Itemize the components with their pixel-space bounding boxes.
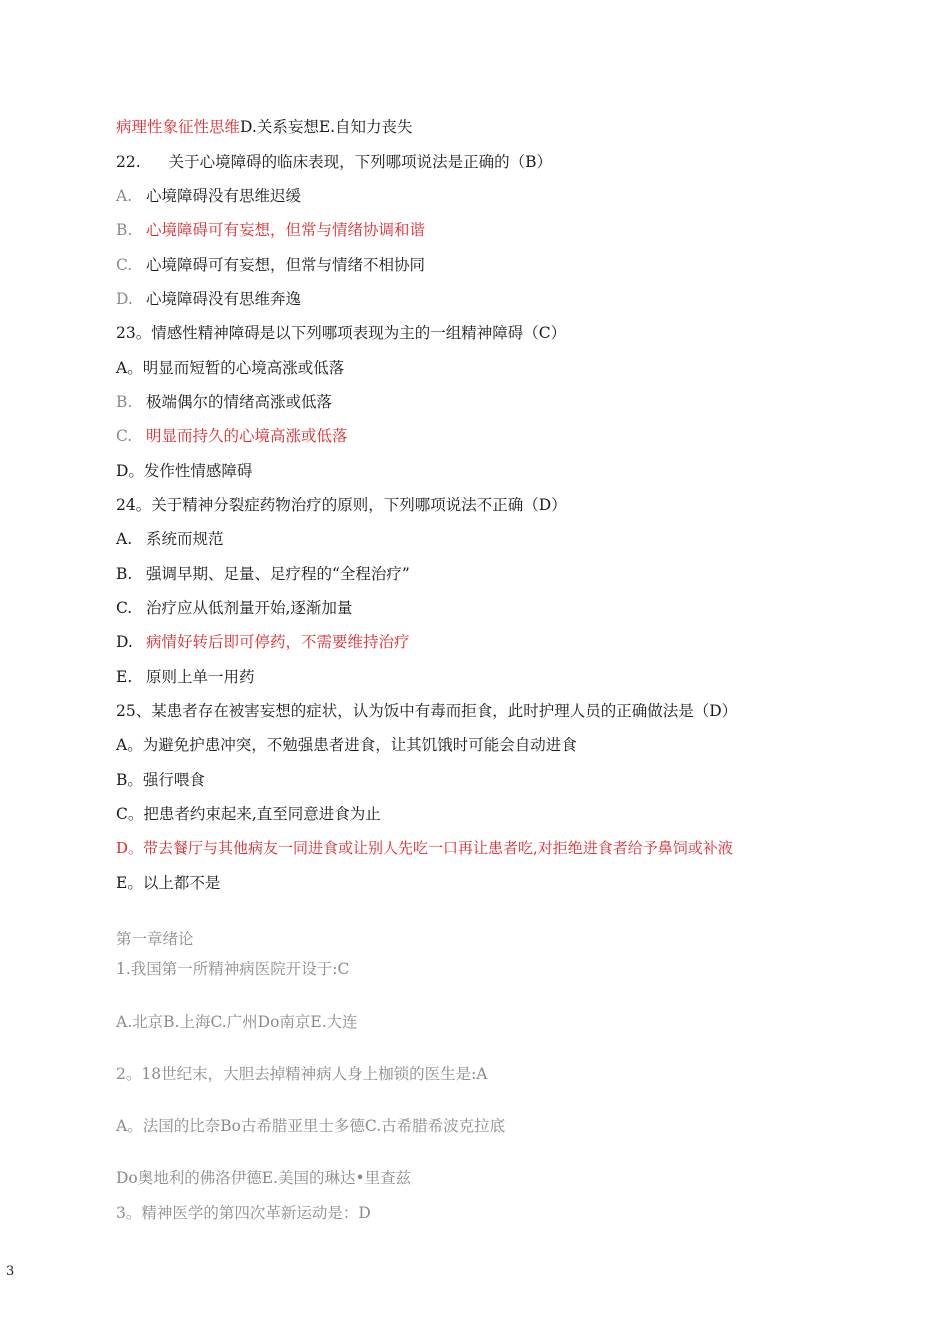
q24-option-e xyxy=(116,667,255,687)
option-text: 原则上单一用药 xyxy=(146,668,255,686)
option-letter: A. xyxy=(116,187,133,205)
option-text: A.北京B.上海C.广州Do南京E.大连 xyxy=(116,1013,358,1031)
option-letter: D. xyxy=(116,633,133,651)
q24-option-a xyxy=(116,529,224,549)
option-text: 系统而规范 xyxy=(146,530,224,548)
q22-option-b xyxy=(116,220,425,240)
q24-option-b xyxy=(116,564,410,584)
question-23 xyxy=(116,323,566,343)
question-number: 22. xyxy=(116,153,141,171)
option-text: A。法国的比奈Bo古希腊亚里士多德C.古希腊希波克拉底 xyxy=(116,1117,506,1135)
q23-option-a xyxy=(116,358,344,378)
q22-option-c xyxy=(116,255,425,275)
option-text: D。发作性情感障碍 xyxy=(116,462,253,480)
question-text: 25、某患者存在被害妄想的症状，认为饭中有毒而拒食，此时护理人员的正确做法是（D） xyxy=(116,702,738,720)
ch1-question-2 xyxy=(116,1064,488,1084)
option-letter: B. xyxy=(116,221,133,239)
answer-highlight: 病理性象征性思维 xyxy=(116,118,241,136)
q25-option-d xyxy=(116,838,733,858)
question-text: 23。情感性精神障碍是以下列哪项表现为主的一组精神障碍（C） xyxy=(116,324,567,342)
option-letter: C. xyxy=(116,256,133,274)
q22-option-d xyxy=(116,289,301,309)
option-text: A。明显而短暂的心境高涨或低落 xyxy=(116,359,345,377)
q23-option-c xyxy=(116,426,348,446)
option-text: B。强行喂食 xyxy=(116,771,205,789)
option-letter: E. xyxy=(116,668,133,686)
option-text: 治疗应从低剂量开始,逐渐加量 xyxy=(146,599,353,617)
ch1-question-2-options-2 xyxy=(116,1168,411,1188)
q25-option-b xyxy=(116,770,205,790)
correct-answer-text: 心境障碍可有妄想，但常与情绪协调和谐 xyxy=(146,221,426,239)
question-24 xyxy=(116,495,567,515)
option-text: 强调早期、足量、足疗程的“全程治疗” xyxy=(146,565,410,583)
q25-option-e xyxy=(116,873,220,893)
chapter-title-text: 第一章绪论 xyxy=(116,930,194,948)
option-text: 心境障碍没有思维奔逸 xyxy=(146,290,302,308)
ch1-question-2-options-1 xyxy=(116,1116,505,1136)
ch1-question-3 xyxy=(116,1203,371,1223)
continuation-line xyxy=(116,117,413,137)
question-text: 2。18世纪末，大胆去掉精神病人身上枷锁的医生是:A xyxy=(116,1065,488,1083)
option-letter: D. xyxy=(116,290,133,308)
question-text: 1.我国第一所精神病医院开设于:C xyxy=(116,960,350,978)
option-letter: B. xyxy=(116,393,133,411)
correct-answer-text: 病情好转后即可停药，不需要维持治疗 xyxy=(146,633,410,651)
q23-option-b xyxy=(116,392,332,412)
option-text: Do奥地利的佛洛伊德E.美国的琳达•里查兹 xyxy=(116,1169,412,1187)
correct-answer-text: 明显而持久的心境高涨或低落 xyxy=(146,427,348,445)
q22-option-a xyxy=(116,186,301,206)
q24-option-d xyxy=(116,632,410,652)
q23-option-d xyxy=(116,461,252,481)
question-text: 关于心境障碍的临床表现，下列哪项说法是正确的（B） xyxy=(168,153,553,171)
option-letter: A. xyxy=(116,530,133,548)
ch1-question-1-options xyxy=(116,1012,358,1032)
q25-option-c xyxy=(116,804,381,824)
option-letter: C. xyxy=(116,599,133,617)
option-text: C。把患者约束起来,直至同意进食为止 xyxy=(116,805,381,823)
chapter-title xyxy=(116,929,194,949)
option-letter: C. xyxy=(116,427,133,445)
option-text: A。为避免护患冲突，不勉强患者进食，让其饥饿时可能会自动进食 xyxy=(116,736,577,754)
option-text: E。以上都不是 xyxy=(116,874,221,892)
q25-option-a xyxy=(116,735,577,755)
option-text: 心境障碍可有妄想，但常与情绪不相协同 xyxy=(146,256,426,274)
question-text: 3。精神医学的第四次革新运动是：D xyxy=(116,1204,371,1222)
option-text: D.关系妄想E.自知力丧失 xyxy=(240,118,413,136)
page-number: 3 xyxy=(6,1264,15,1279)
option-text: 极端偶尔的情绪高涨或低落 xyxy=(146,393,333,411)
q24-option-c xyxy=(116,598,352,618)
option-text: 心境障碍没有思维迟缓 xyxy=(146,187,302,205)
question-22 xyxy=(116,152,552,172)
question-text: 24。关于精神分裂症药物治疗的原则，下列哪项说法不正确（D） xyxy=(116,496,567,514)
question-25 xyxy=(116,701,737,721)
correct-answer-text: D。带去餐厅与其他病友一同进食或让别人先吃一口再让患者吃,对拒绝进食者给予鼻饲或补液 xyxy=(116,839,733,857)
option-letter: B. xyxy=(116,565,133,583)
ch1-question-1 xyxy=(116,959,349,979)
